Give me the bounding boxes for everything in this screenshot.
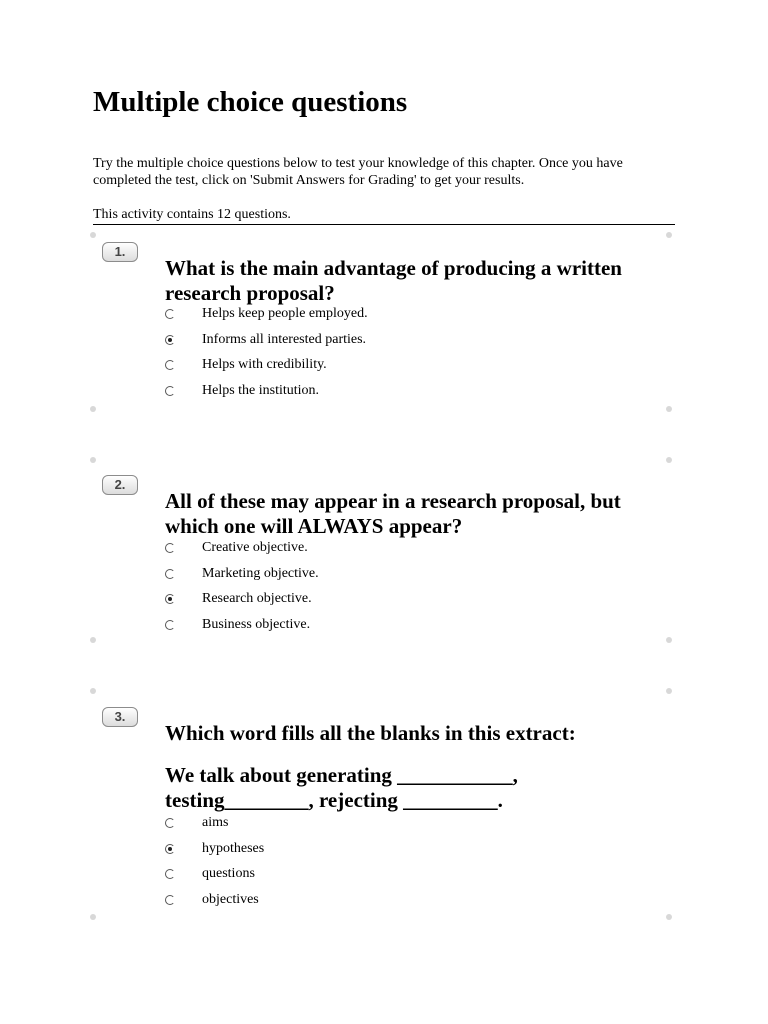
radio-button-icon[interactable] <box>165 895 175 905</box>
question-1 <box>93 232 675 412</box>
question-number-badge: 1. <box>102 242 138 262</box>
question-2 <box>93 457 675 642</box>
answer-label: Creative objective. <box>202 540 308 555</box>
radio-button-icon[interactable] <box>165 620 175 630</box>
panel-corner <box>90 688 96 694</box>
question-extract: We talk about generating ___________, testing________, rejecting _________. <box>165 763 518 812</box>
question-text: All of these may appear in a research proposal, but which one will ALWAYS appear? <box>165 489 621 538</box>
panel-corner <box>666 637 672 643</box>
panel-corner <box>666 457 672 463</box>
panel-corner <box>90 406 96 412</box>
answer-label: Business objective. <box>202 617 311 633</box>
intro-text: Try the multiple choice questions below to test your knowledge of this chapter. Once you have completed the test, click on 'Submit Answers for Grading' to get your results. <box>93 156 623 188</box>
question-text: What is the main advantage of producing a written research proposal? <box>165 256 622 305</box>
question-number-badge: 2. <box>102 475 138 495</box>
answer-label: Research objective. <box>202 591 312 607</box>
answer-label: aims <box>202 815 229 830</box>
question-count: This activity contains 12 questions. <box>93 206 675 225</box>
radio-button-icon[interactable] <box>165 386 175 396</box>
answer-label: Helps the institution. <box>202 383 320 399</box>
answer-label: hypotheses <box>202 840 265 856</box>
radio-button-icon[interactable] <box>165 360 175 370</box>
question-3 <box>93 688 675 920</box>
panel-corner <box>90 914 96 920</box>
answer-label: Helps keep people employed. <box>202 306 368 321</box>
radio-button-selected-icon[interactable] <box>165 335 175 345</box>
radio-button-selected-icon[interactable] <box>165 844 175 854</box>
panel-corner <box>666 232 672 238</box>
panel-corner <box>90 232 96 238</box>
answer-label: objectives <box>202 892 259 908</box>
panel-corner <box>666 688 672 694</box>
answer-label: Marketing objective. <box>202 565 319 581</box>
radio-button-icon[interactable] <box>165 309 175 319</box>
answer-label: Helps with credibility. <box>202 357 327 373</box>
panel-corner <box>90 637 96 643</box>
panel-corner <box>666 406 672 412</box>
radio-button-icon[interactable] <box>165 569 175 579</box>
radio-button-icon[interactable] <box>165 818 175 828</box>
radio-button-icon[interactable] <box>165 543 175 553</box>
page-title: Multiple choice questions <box>93 86 408 118</box>
panel-corner <box>666 914 672 920</box>
question-number-badge: 3. <box>102 707 138 727</box>
radio-button-icon[interactable] <box>165 869 175 879</box>
answer-label: questions <box>202 866 255 882</box>
question-text: Which word fills all the blanks in this extract: <box>165 721 576 745</box>
radio-button-selected-icon[interactable] <box>165 594 175 604</box>
answer-label: Informs all interested parties. <box>202 331 367 347</box>
panel-corner <box>90 457 96 463</box>
